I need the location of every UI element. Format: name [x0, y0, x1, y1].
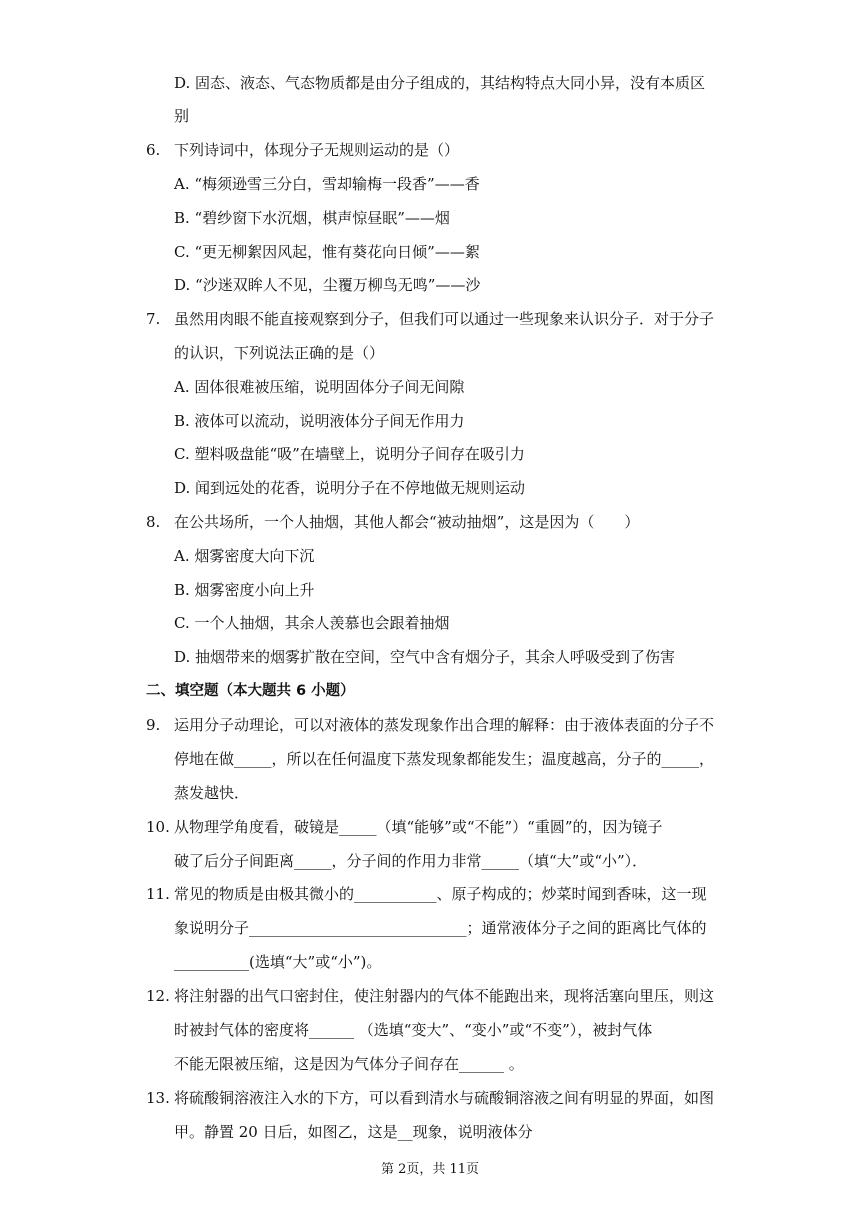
q5-option-d-line1: D. 固态、液态、气态物质都是由分子组成的，其结构特点大同小异，没有本质区 [174, 74, 706, 92]
q6-stem: 下列诗词中，体现分子无规则运动的是（） [174, 141, 460, 159]
q12-line2: 时被封气体的密度将______ （选填“变大”、“变小”或“不变”），被封气体 [174, 1021, 653, 1039]
q10-number: 10. [146, 818, 170, 836]
q8-option-b: B. 烟雾密度小向上升 [174, 581, 315, 599]
q12-number: 12. [146, 987, 170, 1005]
q7-number: 7. [146, 310, 161, 328]
q9-number: 9. [146, 716, 161, 734]
q9-line1: 运用分子动理论，可以对液体的蒸发现象作出合理的解释：由于液体表面的分子不 [174, 716, 715, 734]
q9-line3: 蒸发越快． [174, 784, 250, 802]
q13-line2: 甲。静置 20 日后，如图乙，这是__现象，说明液体分 [174, 1123, 533, 1141]
q8-option-d: D. 抽烟带来的烟雾扩散在空间，空气中含有烟分子，其余人呼吸受到了伤害 [174, 648, 676, 666]
q13-line1: 将硫酸铜溶液注入水的下方，可以看到清水与硫酸铜溶液之间有明显的界面，如图 [174, 1089, 715, 1107]
page-footer: 第 2页，共 11页 [380, 1162, 480, 1177]
q7-option-c: C. 塑料吸盘能“吸”在墙壁上，说明分子间存在吸引力 [174, 445, 525, 463]
q11-line3: __________(选填“大”或“小”)。 [174, 953, 382, 971]
q11-line1: 常见的物质是由极其微小的___________、原子构成的；炒菜时闻到香味，这一现 [174, 885, 707, 903]
q10-line1: 从物理学角度看，破镜是_____（填“能够”或“不能”）“重圆”的，因为镜子 [174, 818, 663, 836]
q6-option-a: A. “梅须逊雪三分白，雪却输梅一段香”——香 [174, 175, 480, 193]
q7-stem-line2: 的认识，下列说法正确的是（） [174, 344, 385, 362]
q7-option-b: B. 液体可以流动，说明液体分子间无作用力 [174, 412, 465, 430]
q11-number: 11. [146, 885, 170, 903]
q8-stem: 在公共场所，一个人抽烟，其他人都会“被动抽烟”，这是因为（ ） [174, 513, 640, 531]
q9-line2: 停地在做_____，所以在任何温度下蒸发现象都能发生；温度越高，分子的_____， [174, 750, 715, 768]
q8-option-a: A. 烟雾密度大向下沉 [174, 547, 315, 565]
q7-option-a: A. 固体很难被压缩，说明固体分子间无间隙 [174, 378, 465, 396]
q10-line2: 破了后分子间距离_____，分子间的作用力非常_____（填“大”或“小”）． [174, 852, 648, 870]
q8-number: 8. [146, 513, 161, 531]
q6-option-d: D. “沙迷双眸人不见，尘覆万柳鸟无鸣”——沙 [174, 276, 481, 294]
q6-number: 6. [146, 141, 161, 159]
section-heading-fill-in: 二、填空题（本大题共 6 小题） [146, 683, 355, 699]
q6-option-b: B. “碧纱窗下水沉烟，棋声惊昼眠”——烟 [174, 209, 450, 227]
q7-option-d: D. 闻到远处的花香，说明分子在不停地做无规则运动 [174, 479, 526, 497]
q11-line2: 象说明分子_____________________________；通常液体分子之间的距离比气体的 [174, 919, 707, 937]
q12-line1: 将注射器的出气口密封住，使注射器内的气体不能跑出来，现将活塞向里压，则这 [174, 987, 715, 1005]
q6-option-c: C. “更无柳絮因风起，惟有葵花向日倾”——絮 [174, 243, 480, 261]
q13-number: 13. [146, 1089, 170, 1107]
q8-option-c: C. 一个人抽烟，其余人羡慕也会跟着抽烟 [174, 614, 450, 632]
q7-stem-line1: 虽然用肉眼不能直接观察到分子，但我们可以通过一些现象来认识分子．对于分子 [174, 310, 715, 328]
q12-line3: 不能无限被压缩，这是因为气体分子间存在______ 。 [174, 1055, 524, 1073]
q5-option-d-line2: 别 [174, 107, 190, 125]
